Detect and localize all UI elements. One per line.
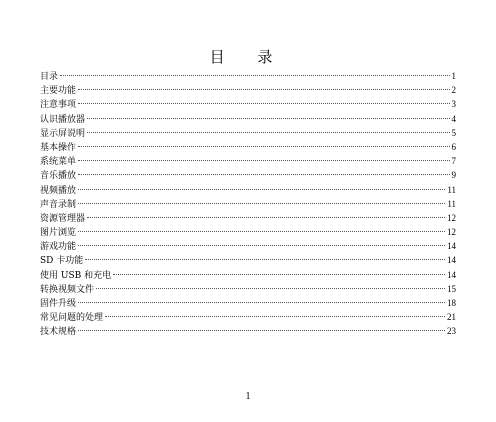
toc-entry[interactable] [40, 112, 456, 126]
toc-entry-page-number: 7 [451, 156, 456, 167]
dot-leader [78, 146, 449, 147]
dot-leader [78, 231, 445, 232]
dot-leader [105, 316, 445, 317]
toc-entry-page-number: 3 [451, 99, 456, 110]
toc-entry-label: 固件升级 [40, 299, 77, 309]
toc-entry-label: 视频播放 [40, 185, 77, 196]
dot-leader [85, 259, 445, 260]
toc-entry-label: 游戏功能 [40, 242, 77, 253]
dot-leader [78, 245, 445, 246]
toc-entry-label: 目录 [40, 72, 59, 82]
toc-entry-label: 转换视频文件 [40, 284, 95, 295]
toc-entry-label: 使用 USB 和充电 [40, 270, 112, 281]
toc-entry[interactable] [40, 225, 456, 239]
dot-leader [78, 174, 449, 175]
toc-entry-page-number: 2 [451, 85, 456, 96]
toc-entry-label: 技术规格 [40, 327, 77, 338]
toc-entry-page-number: 11 [447, 184, 456, 195]
toc-entry-page-number: 4 [451, 113, 456, 124]
toc-entry[interactable] [40, 296, 456, 310]
toc-entry-label: 音乐播放 [40, 171, 77, 182]
toc-entry-page-number: 12 [447, 212, 456, 223]
dot-leader [78, 89, 449, 90]
toc-entry-label: 基本操作 [40, 142, 77, 153]
toc-entry-label: 系统菜单 [40, 157, 77, 168]
dot-leader [87, 217, 445, 218]
dot-leader [78, 160, 449, 161]
toc-entry-label: 资源管理器 [40, 213, 86, 224]
toc-entry[interactable] [40, 126, 456, 140]
toc-entry[interactable] [40, 268, 456, 282]
toc-list [40, 69, 456, 339]
toc-entry[interactable] [40, 154, 456, 168]
toc-entry-page-number: 18 [447, 298, 456, 308]
dot-leader [87, 132, 449, 133]
toc-entry[interactable] [40, 140, 456, 154]
toc-entry-label: 图片浏览 [40, 228, 77, 239]
toc-entry[interactable] [40, 324, 456, 338]
toc-entry-page-number: 21 [447, 312, 456, 323]
toc-entry-page-number: 23 [447, 326, 456, 337]
toc-entry-label: 注意事项 [40, 100, 77, 111]
toc-entry[interactable] [40, 97, 456, 111]
dot-leader [113, 274, 445, 275]
toc-entry-page-number: 9 [451, 170, 456, 181]
toc-entry[interactable] [40, 168, 456, 182]
toc-entry-page-number: 15 [447, 283, 456, 294]
toc-entry-page-number: 14 [447, 241, 456, 252]
toc-entry-page-number: 14 [447, 255, 456, 266]
toc-entry[interactable] [40, 211, 456, 225]
dot-leader [78, 203, 445, 204]
toc-entry-page-number: 11 [447, 198, 456, 209]
toc-entry-page-number: 14 [447, 269, 456, 280]
toc-entry-label: 主要功能 [40, 86, 77, 97]
page-number: 1 [245, 391, 251, 402]
toc-entry-label: 认识播放器 [40, 114, 86, 125]
toc-entry-label: 常见问题的处理 [40, 313, 104, 324]
toc-entry[interactable] [40, 239, 456, 253]
toc-entry[interactable] [40, 69, 456, 83]
toc-entry[interactable] [40, 183, 456, 197]
dot-leader [78, 330, 445, 331]
toc-entry[interactable] [40, 282, 456, 296]
toc-entry-page-number: 5 [451, 127, 456, 138]
toc-entry-page-number: 6 [451, 141, 456, 152]
toc-entry-page-number: 1 [451, 71, 456, 81]
toc-entry-label: SD 卡功能 [40, 256, 84, 267]
dot-leader [78, 103, 449, 104]
dot-leader [60, 75, 449, 76]
dot-leader [96, 288, 445, 289]
dot-leader [78, 302, 445, 303]
toc-entry[interactable] [40, 197, 456, 211]
toc-entry-label: 显示屏说明 [40, 128, 86, 139]
toc-entry[interactable] [40, 310, 456, 324]
dot-leader [87, 118, 449, 119]
page-title: 目 录 [209, 48, 287, 66]
toc-entry[interactable] [40, 83, 456, 97]
toc-entry-label: 声音录制 [40, 199, 77, 210]
dot-leader [78, 189, 445, 190]
toc-entry-page-number: 12 [447, 227, 456, 238]
toc-entry[interactable] [40, 253, 456, 267]
